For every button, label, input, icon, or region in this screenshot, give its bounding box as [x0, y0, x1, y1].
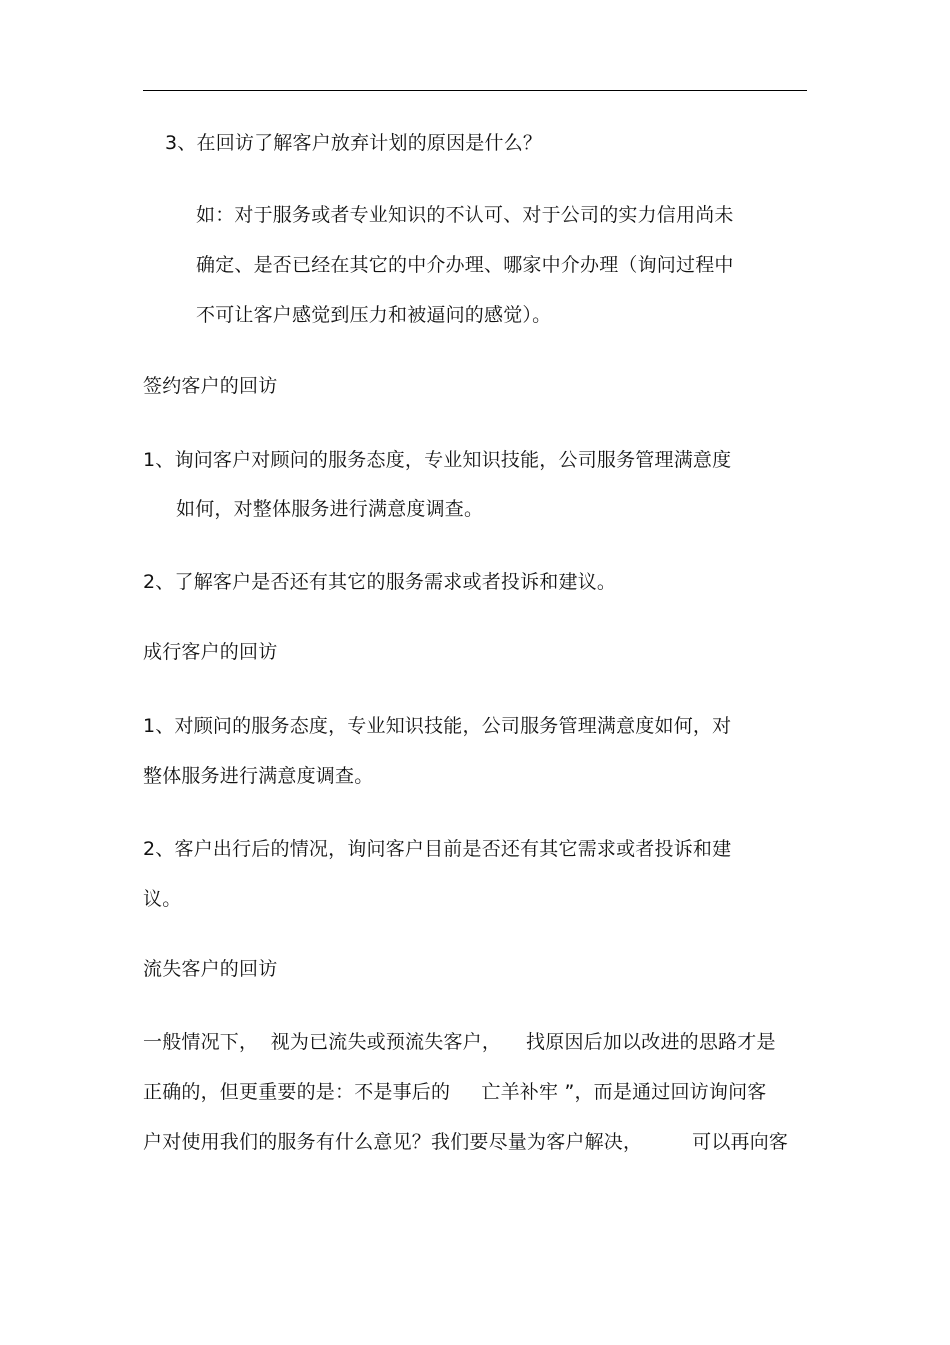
example-line-1: 如：对于服务或者专业知识的不认可、对于公司的实力信用尚未: [196, 204, 734, 226]
traveled-item-1-line-1: 1、对顾问的服务态度，专业知识技能，公司服务管理满意度如何，对: [143, 715, 732, 737]
section-heading-signed: 签约客户的回访: [143, 375, 278, 397]
traveled-item-2-line-2: 议。: [143, 888, 182, 910]
traveled-item-2-line-1: 2、客户出行后的情况，询问客户目前是否还有其它需求或者投诉和建: [143, 838, 732, 860]
header-rule: [143, 90, 807, 91]
example-line-2: 确定、是否已经在其它的中介办理、哪家中介办理（询问过程中: [196, 254, 734, 276]
lost-paragraph-line-1: 一般情况下， 视为已流失或预流失客户， 找原因后加以改进的思路才是: [143, 1031, 776, 1053]
example-line-3: 不可让客户感觉到压力和被逼问的感觉）。: [196, 304, 552, 326]
section-heading-lost: 流失客户的回访: [143, 958, 278, 980]
traveled-item-1-line-2: 整体服务进行满意度调查。: [143, 765, 374, 787]
lost-paragraph-line-2: 正确的，但更重要的是：不是事后的 亡羊补牢 ”，而是通过回访询问客: [143, 1081, 767, 1103]
question-3: 3、在回访了解客户放弃计划的原因是什么？: [165, 132, 543, 154]
signed-item-2: 2、了解客户是否还有其它的服务需求或者投诉和建议。: [143, 571, 617, 593]
signed-item-1-line-2: 如何，对整体服务进行满意度调查。: [176, 498, 484, 520]
section-heading-traveled: 成行客户的回访: [143, 641, 278, 663]
signed-item-1-line-1: 1、询问客户对顾问的服务态度，专业知识技能，公司服务管理满意度: [143, 449, 732, 471]
lost-paragraph-line-3: 户对使用我们的服务有什么意见？我们要尽量为客户解决， 可以再向客: [143, 1131, 789, 1153]
